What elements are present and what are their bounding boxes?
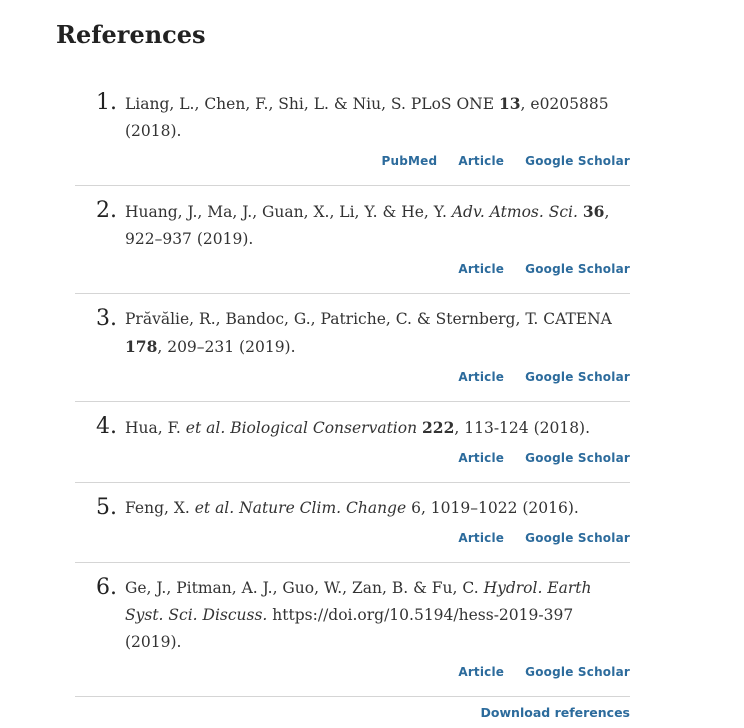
citation-fragment: et al.: [194, 499, 235, 517]
reference-number: 2.: [96, 198, 117, 223]
reference-number: 5.: [96, 495, 117, 520]
citation-fragment: Ge, J., Pitman, A. J., Guo, W., Zan, B. & Fu, C.: [125, 579, 484, 597]
reference-citation: [125, 575, 630, 656]
reference-item: [75, 186, 630, 294]
citation-fragment: Adv. Atmos. Sci.: [451, 203, 578, 221]
google-scholar-link[interactable]: Google Scholar: [525, 665, 630, 679]
citation-fragment: Liang, L., Chen, F., Shi, L. & Niu, S. PLoS ONE: [125, 95, 499, 113]
citation-fragment: 6, 1019–1022 (2016).: [406, 499, 579, 517]
google-scholar-link[interactable]: Google Scholar: [525, 451, 630, 465]
google-scholar-link[interactable]: Google Scholar: [525, 531, 630, 545]
citation-fragment: Nature Clim. Change: [239, 499, 407, 517]
reference-item: [75, 294, 630, 402]
article-link[interactable]: Article: [458, 665, 505, 679]
citation-fragment: 178: [125, 337, 158, 356]
citation-fragment: , 922–937 (2019).: [125, 203, 610, 248]
google-scholar-link[interactable]: Google Scholar: [525, 262, 630, 276]
citation-fragment: , 113-124 (2018).: [454, 419, 591, 437]
download-references-link[interactable]: Download references: [480, 705, 630, 720]
reference-number: 6.: [96, 575, 117, 600]
reference-citation: [125, 414, 630, 442]
reference-item: [75, 483, 630, 563]
reference-citation: [125, 306, 630, 361]
reference-number: 3.: [96, 306, 117, 331]
reference-citation: [125, 198, 630, 253]
citation-fragment: https://doi.org/10.5194/hess-2019-397 (2019).: [125, 606, 574, 651]
citation-fragment: 13: [498, 94, 521, 113]
reference-list: [75, 78, 630, 697]
article-link[interactable]: Article: [458, 370, 505, 384]
article-link[interactable]: Article: [458, 262, 505, 276]
section-title: References: [56, 20, 206, 49]
citation-fragment: , e0205885 (2018).: [125, 95, 609, 140]
citation-fragment: Hydrol. Earth Syst. Sci. Discuss.: [125, 579, 592, 624]
article-link[interactable]: Article: [458, 531, 505, 545]
reference-citation: [125, 90, 630, 145]
reference-number: 1.: [96, 90, 117, 115]
citation-fragment: 222: [422, 418, 455, 437]
citation-fragment: , 209–231 (2019).: [157, 338, 296, 356]
citation-fragment: Huang, J., Ma, J., Guan, X., Li, Y. & He, Y.: [125, 203, 452, 221]
reference-item: [75, 563, 630, 697]
citation-fragment: 36: [582, 202, 605, 221]
reference-links: [75, 451, 630, 465]
citation-fragment: Biological Conservation: [230, 419, 418, 437]
reference-links: [75, 370, 630, 384]
reference-links: [75, 531, 630, 545]
reference-item: [75, 78, 630, 186]
reference-links: [75, 154, 630, 168]
reference-item: [75, 402, 630, 483]
citation-fragment: Prăvălie, R., Bandoc, G., Patriche, C. & Sternberg, T. CATENA: [125, 310, 612, 328]
pubmed-link[interactable]: PubMed: [381, 154, 438, 168]
citation-fragment: Feng, X.: [125, 499, 195, 517]
reference-links: [75, 665, 630, 679]
citation-fragment: et al.: [185, 419, 226, 437]
google-scholar-link[interactable]: Google Scholar: [525, 370, 630, 384]
article-link[interactable]: Article: [458, 154, 505, 168]
reference-citation: [125, 495, 630, 522]
google-scholar-link[interactable]: Google Scholar: [525, 154, 630, 168]
citation-fragment: Hua, F.: [125, 419, 186, 437]
reference-number: 4.: [96, 414, 117, 439]
article-link[interactable]: Article: [458, 451, 505, 465]
reference-links: [75, 262, 630, 276]
